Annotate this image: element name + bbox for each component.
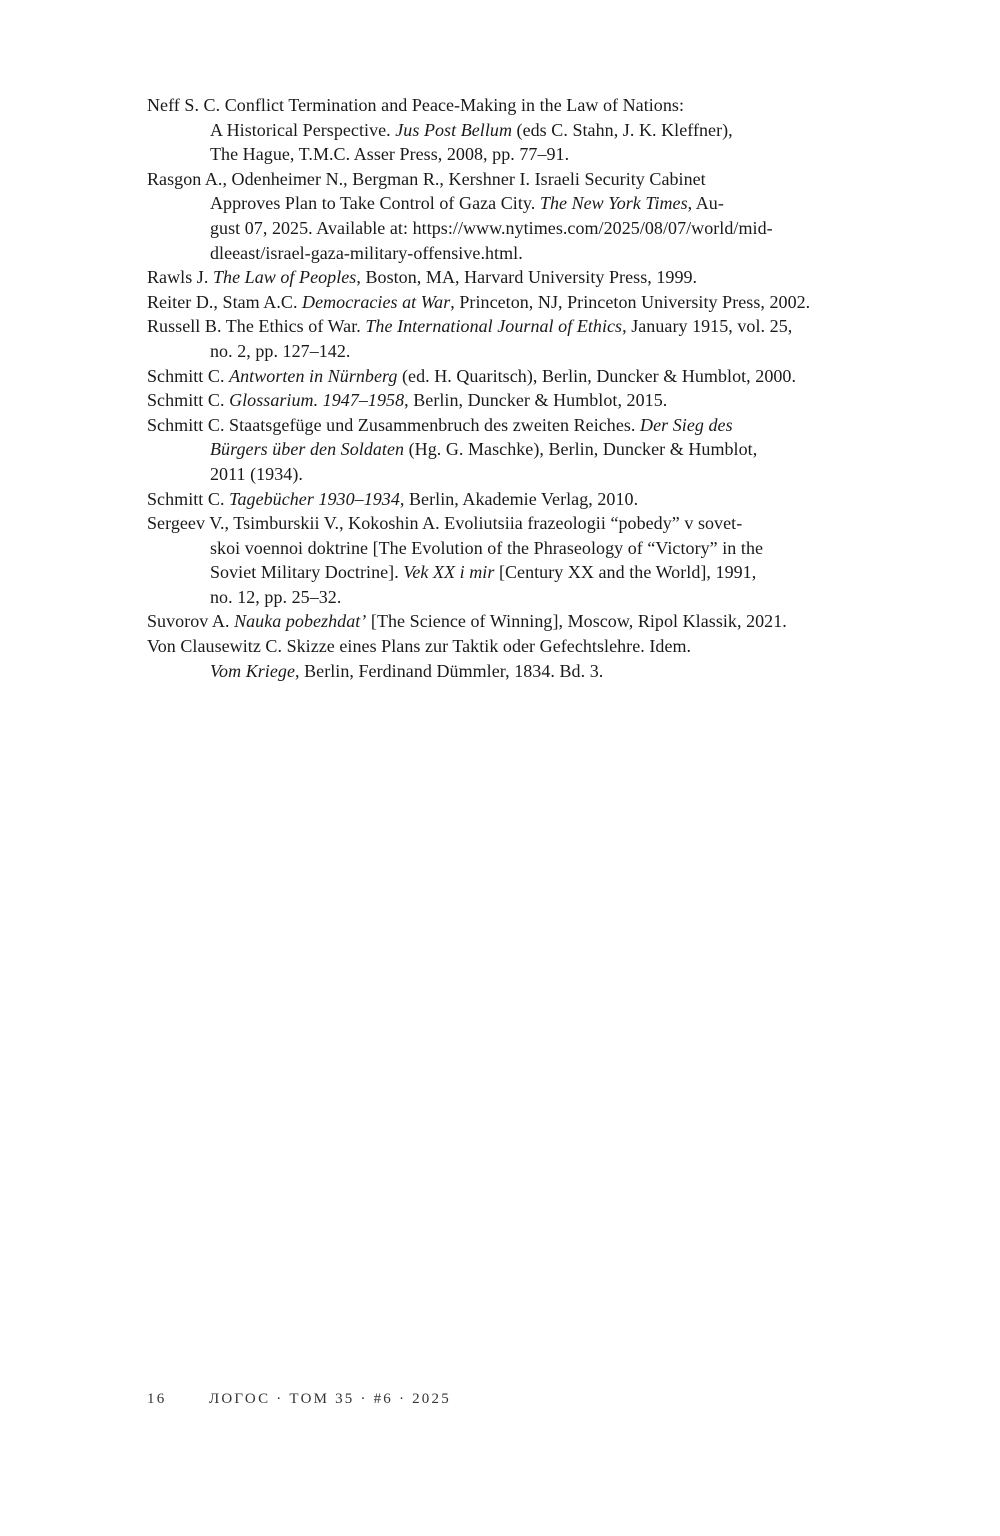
reference-line [210,587,341,607]
reference-text: [Century XX and the World], 1991, [494,562,757,583]
reference-text: , Berlin, Ferdinand Dümmler, 1834. Bd. 3. [295,660,604,681]
reference-italic-text: The New York Times [539,193,688,214]
reference-text: Neff S. C. Conflict Termination and Peace-Making in the Law of Nations: [147,95,685,115]
page-footer [147,1391,451,1408]
reference-text: , Au- [687,193,724,214]
reference-entry [147,487,867,512]
reference-italic-text: The Law of Peoples [212,267,357,288]
page-number: 16 [147,1391,167,1407]
reference-text: Rawls J. [147,267,213,288]
reference-text: Soviet Military Doctrine]. [210,562,404,583]
reference-entry [147,413,867,487]
reference-italic-text: Antworten in Nürnberg [229,365,398,386]
reference-line [147,366,796,386]
reference-entry [147,364,867,389]
reference-line [210,144,569,164]
reference-italic-text: Jus Post Bellum [395,119,512,140]
reference-text: Rasgon A., Odenheimer N., Bergman R., Kershner I. Israeli Security Cabinet [147,168,706,189]
reference-line [210,193,724,213]
reference-text: no. 2, pp. 127–142. [210,340,351,361]
reference-line [147,513,742,533]
reference-text: Sergeev V., Tsimburskii V., Kokoshin A. Evoliutsiia frazeologii “pobedy” v sovet- [147,513,743,534]
reference-entry [147,609,867,634]
reference-text: , Berlin, Duncker & Humblot, 2015. [404,390,668,411]
reference-text: , January 1915, vol. 25, [622,316,793,337]
reference-entry [147,511,867,609]
reference-entry [147,167,867,265]
reference-text: , Princeton, NJ, Princeton University Press, 2002. [450,291,811,312]
reference-line [147,489,638,509]
reference-line [210,464,303,484]
reference-italic-text: Bürgers über den Soldaten [210,439,405,460]
reference-italic-text: Vom Kriege [210,660,295,681]
reference-text: Russell B. The Ethics of War. [147,316,366,337]
reference-text: dleeast/israel-gaza-military-offensive.html. [210,242,523,263]
reference-text: 2011 (1934). [210,463,303,484]
reference-text: Schmitt C. Staatsgefüge und Zusammenbruch des zweiten Reiches. [147,414,641,435]
reference-text: Von Clausewitz C. Skizze eines Plans zur Taktik oder Gefechtslehre. Idem. [147,636,692,657]
reference-text: Schmitt C. [147,390,230,411]
reference-entry [147,634,867,683]
reference-text: [The Science of Winning], Moscow, Ripol Klassik, 2021. [366,611,787,632]
reference-line [147,95,684,115]
reference-line [210,120,733,140]
reference-text: (ed. H. Quaritsch), Berlin, Duncker & Humblot, 2000. [397,365,797,386]
reference-entry [147,265,867,290]
reference-text: Reiter D., Stam A.C. [147,291,303,312]
reference-line [210,439,757,459]
reference-text: no. 12, pp. 25–32. [210,586,342,607]
reference-italic-text: Vek XX i mir [403,562,495,583]
reference-line [147,169,706,189]
reference-line [147,267,697,287]
reference-text: Approves Plan to Take Control of Gaza City. [210,193,540,214]
reference-line [147,611,787,631]
reference-line [210,218,773,238]
reference-entry [147,290,867,315]
reference-text: A Historical Perspective. [210,119,396,140]
reference-line [210,562,756,582]
reference-entry [147,314,867,363]
reference-line [210,341,350,361]
reference-line [147,415,733,435]
reference-line [210,243,523,263]
reference-italic-text: Glossarium. 1947–1958 [229,390,405,411]
reference-line [147,292,810,312]
reference-text: (Hg. G. Maschke), Berlin, Duncker & Humblot, [404,439,758,460]
reference-text: , Boston, MA, Harvard University Press, 1999. [356,267,698,288]
reference-text: skoi voennoi doktrine [The Evolution of the Phraseology of “Victory” in the [210,537,764,558]
reference-italic-text: The International Journal of Ethics [365,316,623,337]
reference-line [147,636,691,656]
reference-list [147,93,867,683]
reference-text: The Hague, T.M.C. Asser Press, 2008, pp. 77–91. [210,144,570,165]
reference-italic-text: Nauka pobezhdat’ [234,611,367,632]
reference-line [210,538,763,558]
reference-entry [147,388,867,413]
running-title: ЛОГОС · ТОМ 35 · #6 · 2025 [209,1391,451,1407]
reference-italic-text: Democracies at War [302,291,451,312]
reference-italic-text: Tagebücher 1930–1934 [229,488,400,509]
reference-italic-text: Der Sieg des [640,414,733,435]
reference-line [147,316,792,336]
reference-text: Suvorov A. [147,611,235,632]
reference-line [147,390,667,410]
reference-text: gust 07, 2025. Available at: https://www.nytimes.com/2025/08/07/world/mid- [210,217,773,238]
reference-text: , Berlin, Akademie Verlag, 2010. [399,488,639,509]
reference-text: (eds C. Stahn, J. K. Kleffner), [512,119,733,140]
reference-line [210,661,603,681]
reference-text: Schmitt C. [147,488,230,509]
reference-entry [147,93,867,167]
reference-text: Schmitt C. [147,365,230,386]
